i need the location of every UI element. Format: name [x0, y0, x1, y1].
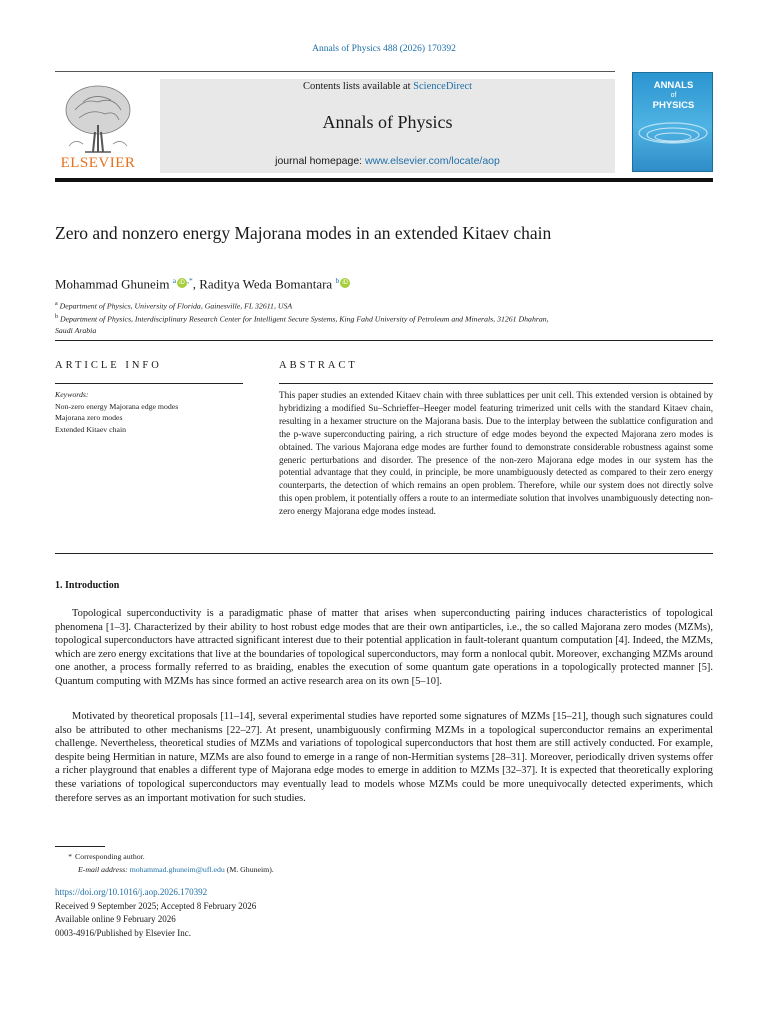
corresponding-note: * Corresponding author.: [55, 851, 555, 864]
divider: [55, 383, 243, 384]
journal-cover-thumbnail[interactable]: [632, 72, 713, 172]
author-name: Mohammad Ghuneim: [55, 276, 170, 292]
intro-paragraph-1: Topological superconductivity is a paradigmatic phase of matter that arises when superconducting pairing induces characteristics of topological phenomena [1–3]. Characterized by their ability to host robust edge modes that are their own antiparticles, i.e., the so called Majorana zero modes (MZMs), topological superconductors have attracted significant interest due to their potential application in fault-tolerant quantum computation [4]. Indeed, the MZMs, which are zero energy excitations that live at the boundaries of topological superconductors, may form a nonlocal qubit. Moreover, exchanging MZMs around one another, a process formally referred to as braiding, enables the execution of some quantum gate operations in a topologically protected manner [5]. Quantum computing with MZMs has since formed an active research area on its own [5–10].: [55, 608, 713, 687]
journal-title: Annals of Physics: [322, 112, 453, 132]
sciencedirect-link[interactable]: ScienceDirect: [413, 81, 473, 92]
keyword-item: Non-zero energy Majorana edge modes: [55, 401, 179, 411]
author-name: Raditya Weda Bomantara: [199, 276, 333, 292]
homepage-prefix: journal homepage:: [275, 155, 366, 167]
orcid-icon[interactable]: iD: [177, 278, 187, 288]
doi-link[interactable]: https://doi.org/10.1016/j.aop.2026.170392: [55, 887, 208, 897]
affiliation-item: $^b$ Department of Physics, Interdisciplinary Research Center for Intelligent Secure Systems, King Fahd University of Petroleum and Minerals, 31261 Dhahran, Saudi Arabia: [55, 314, 549, 336]
cover-line-3: PHYSICS: [652, 100, 695, 111]
keywords-block: [55, 389, 245, 435]
paper-title: Zero and nonzero energy Majorana modes in an extended Kitaev chain: [55, 223, 552, 243]
header-top-rule: [55, 71, 615, 72]
publication-info: [55, 886, 455, 940]
contents-line: [160, 81, 615, 92]
author-affiliation-mark[interactable]: a: [172, 276, 177, 285]
cover-line-1: ANNALS: [653, 80, 694, 91]
footnote-rule: [55, 846, 105, 847]
intro-paragraph-2: Motivated by theoretical proposals [11–14], several experimental studies have reported some signatures of MZMs [15–21], though such signatures could also be attributed to other mechanisms [22–27]. At present, unambiguously confirming MZMs in a topological superconductor remains an experimental challenge. Nevertheless, theoretical studies of MZMs and variations of topological superconductors that host them are still actively conducted. For example, despite being Hermitian in nature, MZMs are also found to emerge in a range of non-Hermitian systems [28–31]. Moreover, periodically driven systems offer a richer playground that enables a different type of Majorana edge modes to emerge in addition to MZMs [32–37]. It is expected that theoretically exploring these variations of topological superconductors may eventually lead to models whose MZMs could be more unequivocally detected experiments, which therefore serves as an important motivation for such studies.: [55, 711, 713, 804]
corresponding-mark[interactable]: *: [188, 276, 193, 285]
contents-prefix: Contents lists available at: [302, 81, 414, 92]
journal-citation[interactable]: Annals of Physics 488 (2026) 170392: [312, 44, 456, 54]
email-note: E-mail address: mohammad.ghuneim@ufl.edu (M. Ghuneim).: [78, 864, 274, 874]
cover-title: [633, 81, 713, 111]
cover-line-2: of: [670, 92, 677, 99]
section-heading-introduction: 1. Introduction: [55, 580, 120, 591]
divider: [55, 553, 713, 554]
author-list: Mohammad Ghuneim $^a$ iD ,*, Raditya Weda Bomantara $^b$ iD: [55, 276, 655, 292]
article-info-heading: ARTICLE INFO: [55, 360, 162, 371]
divider: [279, 383, 713, 384]
divider: [55, 340, 713, 341]
affiliation-item: $^a$ Department of Physics, University of Florida, Gainesville, FL 32611, USA: [55, 301, 293, 311]
orcid-icon[interactable]: iD: [340, 278, 350, 288]
footnote-star: *: [68, 852, 72, 861]
homepage-link[interactable]: www.elsevier.com/locate/aop: [365, 155, 500, 167]
elsevier-wordmark: ELSEVIER: [60, 155, 136, 171]
homepage-line: [160, 155, 615, 167]
header-bottom-rule: [55, 178, 713, 182]
abstract-text: This paper studies an extended Kitaev chain with three sublattices per unit cell. This extended version is obtained by hybridizing a modified Su–Schrieffer–Heeger model featuring trimerized unit cells with the standard Kitaev chain, resulting in a hexamer structure on the Majorana basis. Due to the interplay between the sublattice configuration and the p-wave superconducting pairing, a rich structure of edge modes beyond the expected Majorana zero modes is obtained. The various Majorana edge modes are further found to demonstrate considerable robustness against some generic perturbations and disorder. The presence of the non-zero Majorana edge modes in our system has the potential advantage that they could, in principle, be more unambiguously detected as compared to their zero energy counterparts, the detection of which remains an open problem. Therefore, while our system does not directly solve this open problem, it potentially offers a route to an intermediate solution that involves unambiguously detecting non-zero energy Majorana edge modes instead.: [279, 390, 713, 517]
email-link[interactable]: mohammad.ghuneim@ufl.edu: [129, 864, 225, 874]
email-label: E-mail address:: [78, 864, 128, 874]
author-affiliation-mark[interactable]: b: [335, 276, 340, 285]
abstract-heading: ABSTRACT: [279, 360, 358, 371]
keywords-label: Keywords:: [55, 390, 89, 399]
received-dates: Received 9 September 2025; Accepted 8 February 2026: [55, 900, 257, 911]
affiliations: [55, 299, 565, 337]
issn-line: 0003-4916/Published by Elsevier Inc.: [55, 927, 191, 938]
footnotes: [55, 851, 555, 876]
keyword-item: Majorana zero modes: [55, 413, 123, 422]
keyword-item: Extended Kitaev chain: [55, 424, 127, 434]
available-date: Available online 9 February 2026: [55, 914, 176, 925]
